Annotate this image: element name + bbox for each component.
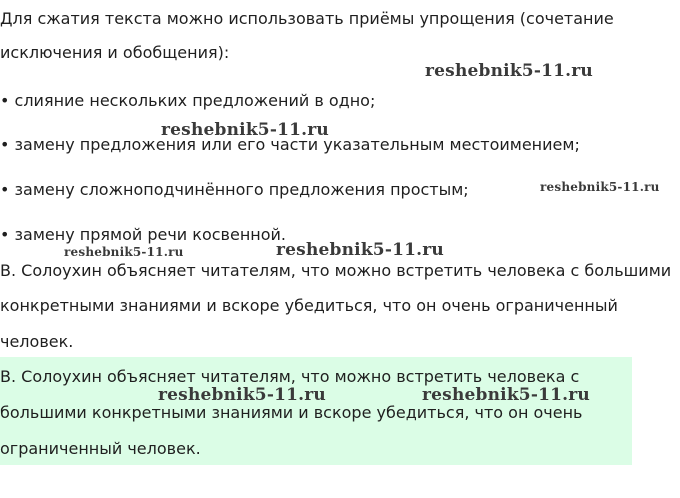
watermark: reshebnik5-11.ru bbox=[161, 120, 329, 140]
bullet-item: • слияние нескольких предложений в одно; bbox=[0, 91, 376, 110]
watermark: reshebnik5-11.ru bbox=[425, 61, 593, 81]
paragraph-line-1: В. Солоухин объясняет читателям, что можно встретить человека с большими bbox=[0, 261, 672, 280]
bullet-item: • замену прямой речи косвенной. bbox=[0, 225, 287, 244]
watermark: reshebnik5-11.ru bbox=[276, 240, 444, 260]
highlighted-paragraph-line-3: ограниченный человек. bbox=[0, 439, 201, 458]
bullet-item: • замену сложноподчинённого предложения простым; bbox=[0, 180, 469, 199]
watermark: reshebnik5-11.ru bbox=[540, 180, 660, 194]
watermark: reshebnik5-11.ru bbox=[64, 245, 184, 259]
highlighted-paragraph-line-2: большими конкретными знаниями и вскоре убедиться, что он очень bbox=[0, 403, 583, 422]
intro-line-1: Для сжатия текста можно использовать приёмы упрощения (сочетание bbox=[0, 9, 614, 28]
watermark: reshebnik5-11.ru bbox=[158, 385, 326, 405]
paragraph-line-3: человек. bbox=[0, 332, 74, 351]
highlighted-paragraph-line-1: В. Солоухин объясняет читателям, что можно встретить человека с bbox=[0, 367, 580, 386]
paragraph-line-2: конкретными знаниями и вскоре убедиться, что он очень ограниченный bbox=[0, 296, 618, 315]
bullet-item: • замену предложения или его части указательным местоимением; bbox=[0, 135, 580, 154]
intro-line-2: исключения и обобщения): bbox=[0, 43, 230, 62]
watermark: reshebnik5-11.ru bbox=[422, 385, 590, 405]
